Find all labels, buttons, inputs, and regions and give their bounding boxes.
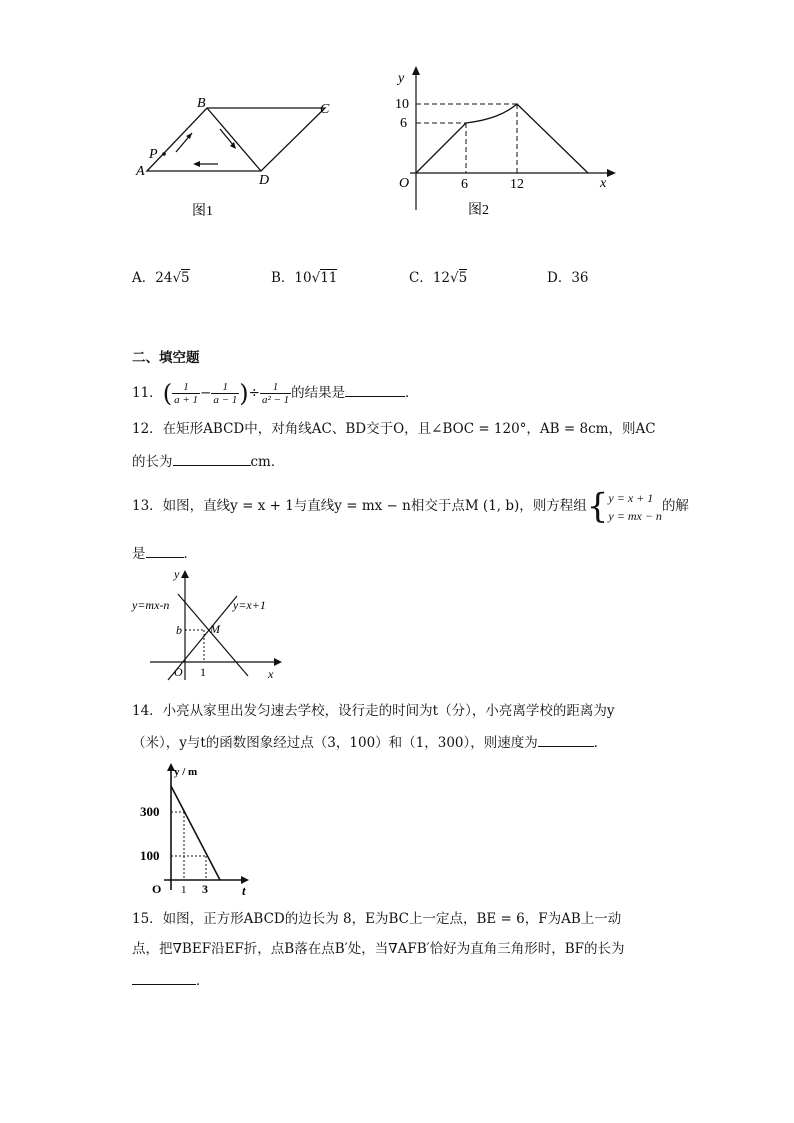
y-label: y / m	[174, 766, 198, 778]
label-c: C	[320, 102, 330, 117]
label-d: D	[259, 173, 270, 188]
function-curve	[416, 104, 588, 173]
x-tick-12: 12	[510, 177, 524, 192]
y-label: y	[174, 567, 180, 581]
option-d[interactable]: D．36	[547, 270, 589, 286]
answer-blank[interactable]	[345, 382, 405, 397]
one-label: 1	[200, 665, 206, 679]
origin-label: O	[174, 665, 183, 679]
x-arrow	[607, 169, 616, 177]
answer-blank[interactable]	[146, 543, 184, 558]
tick-300: 300	[140, 804, 160, 819]
question-13-line1: 13．如图，直线y = x + 1与直线y = mx − n相交于点M (1, b)，则方程组{ y = x + 1 y = mx − n 的解	[132, 486, 689, 527]
parallelogram	[147, 108, 325, 171]
point-p	[162, 152, 166, 156]
tick-t3: 3	[202, 882, 208, 896]
x-axis-label: x	[600, 176, 607, 191]
y-arrow	[412, 66, 420, 75]
function-line	[171, 786, 220, 880]
y-tick-10: 10	[395, 97, 409, 112]
option-c[interactable]: C．12√5	[409, 270, 468, 286]
question-15-line1: 15．如图，正方形ABCD的边长为 8，E为BC上一定点，BE = 6，F为AB上一动	[132, 911, 622, 927]
origin-label: O	[152, 882, 162, 896]
x-label: x	[268, 667, 274, 681]
answer-blank[interactable]	[173, 451, 251, 466]
tick-100: 100	[140, 848, 160, 863]
question-14-line2: （米），y与t的函数图象经过点（3，100）和（1，300），则速度为 ．	[132, 732, 607, 753]
origin-label: O	[399, 176, 410, 191]
section-title: 二、填空题	[132, 350, 200, 366]
b-label: b	[176, 623, 182, 637]
caption-fig1: 图1	[192, 204, 213, 219]
figure-2	[390, 62, 630, 222]
question-14-line1: 14．小亮从家里出发匀速去学校，设行走的时间为t（分），小亮离学校的距离为y	[132, 703, 615, 719]
sqrt-sign: √	[450, 270, 459, 286]
left-line-label: y=mx-n	[132, 598, 170, 612]
y-arrow	[181, 570, 189, 578]
label-b: B	[197, 96, 206, 111]
question-15-line3: ．	[132, 970, 210, 991]
x-tick-6: 6	[461, 177, 468, 192]
y-tick-6: 6	[400, 116, 407, 131]
tick-t1: 1	[181, 884, 187, 896]
question-13-line2: 是 ．	[132, 543, 197, 564]
caption-fig2: 图2	[468, 203, 489, 218]
answer-blank[interactable]	[538, 732, 594, 747]
question-12-line2: 的长为 cm．	[132, 451, 284, 472]
question-11: 11．( $\frac{1}{a + 1}$ − $\frac{1}{a - 1}$ )÷ $\frac{1}{\text{a² − 1}}$ 的结果是 ．	[132, 379, 419, 408]
question-15-line2: 点，把∇BEF沿EF折，点B落在点B′处，当∇AFB′恰好为直角三角形时，BF的长为	[132, 941, 625, 957]
q13-graph	[130, 566, 290, 684]
option-a[interactable]: A．24√5	[132, 270, 190, 286]
sqrt-sign: √	[172, 270, 182, 286]
figure-1	[130, 88, 350, 228]
sqrt-sign: √	[311, 270, 321, 286]
x-arrow	[274, 658, 282, 666]
m-label: M	[210, 622, 220, 636]
right-line-label: y=x+1	[233, 598, 266, 612]
answer-blank[interactable]	[132, 970, 196, 985]
arrow-head	[193, 161, 200, 167]
t-label: t	[242, 883, 246, 898]
question-12-line1: 12．在矩形ABCD中，对角线AC、BD交于O，且∠BOC = 120°，AB = 8cm，则AC	[132, 421, 656, 437]
label-p: P	[149, 147, 158, 162]
diagonal-bd	[207, 108, 261, 171]
q14-graph	[134, 760, 256, 898]
option-b[interactable]: B．10√11	[271, 270, 338, 286]
label-a: A	[136, 164, 145, 179]
y-axis-label: y	[398, 71, 405, 86]
